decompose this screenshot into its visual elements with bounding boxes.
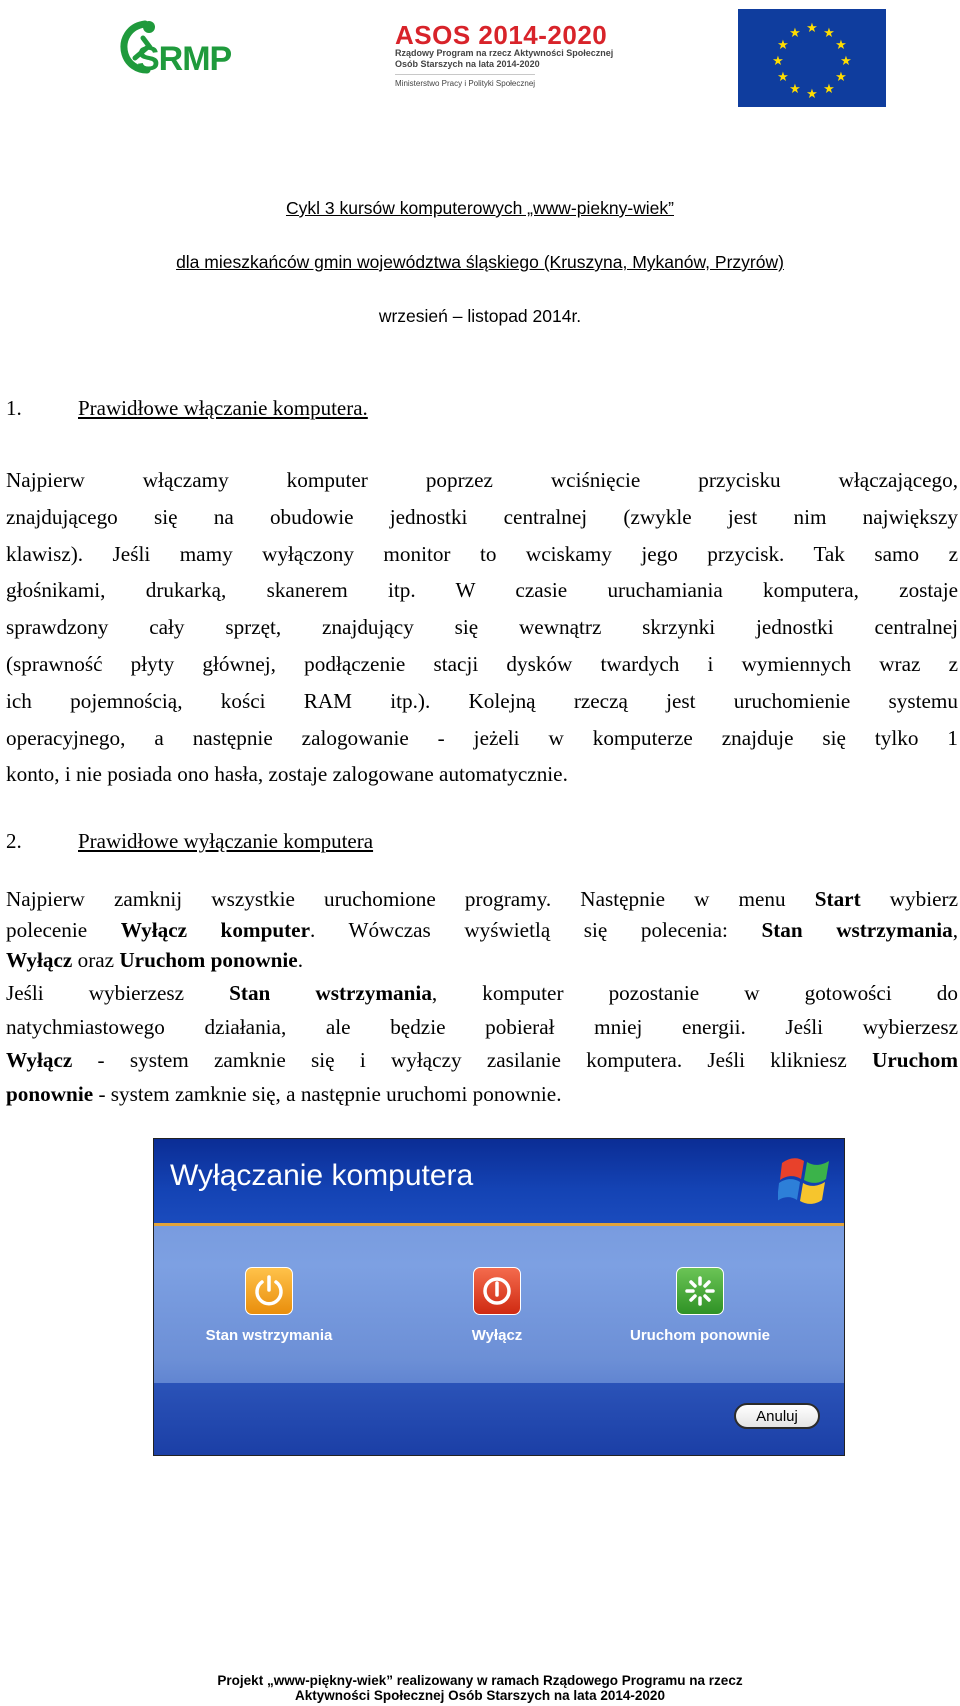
svg-text:★: ★ bbox=[806, 87, 818, 102]
section-2-number: 2. bbox=[6, 829, 22, 853]
dialog-header bbox=[154, 1139, 844, 1226]
restart-icon bbox=[677, 1268, 723, 1314]
paragraph-line: polecenie Wyłącz komputer. Wówczas wyświetlą się polecenia: Stan wstrzymania, bbox=[6, 917, 959, 942]
paragraph-line: Jeśli wybierzesz Stan wstrzymania, komputer pozostanie w gotowości do bbox=[6, 981, 958, 1005]
asos-subtitle-2: Osób Starszych na lata 2014-2020 bbox=[395, 59, 540, 69]
svg-text:★: ★ bbox=[823, 26, 835, 41]
paragraph-line: znajdującego się na obudowie jednostki centralnej (zwykle jest nim największy bbox=[6, 504, 958, 529]
svg-text:★: ★ bbox=[789, 82, 801, 97]
paragraph-line: natychmiastowego działania, ale będzie pobierał mniej energii. Jeśli wybierzesz bbox=[6, 1014, 958, 1039]
paragraph-line: (sprawność płyty głównej, podłączenie stacji dysków twardych i wymiennych wraz z bbox=[6, 651, 958, 676]
paragraph-line: głośnikami, drukarką, skanerem itp. W czasie uruchamiania komputera, zostaje bbox=[6, 578, 958, 603]
svg-text:★: ★ bbox=[772, 54, 784, 69]
asos-ministry: Ministerstwo Pracy i Polityki Społecznej bbox=[395, 74, 535, 89]
asos-title: ASOS 2014-2020 bbox=[395, 20, 608, 50]
shutdown-label: Wyłącz bbox=[471, 1327, 523, 1344]
course-date: wrzesień – listopad 2014r. bbox=[378, 306, 582, 326]
standby-button[interactable] bbox=[245, 1267, 293, 1315]
section-2-paragraph-1 bbox=[6, 884, 958, 976]
restart-button[interactable] bbox=[676, 1267, 724, 1315]
asos-logo bbox=[395, 22, 615, 102]
cancel-button[interactable]: Anuluj bbox=[734, 1403, 820, 1429]
svg-text:★: ★ bbox=[835, 70, 847, 85]
footer-line-1: Projekt „www-piękny-wiek” realizowany w ramach Rządowego Programu na rzecz bbox=[217, 1673, 743, 1688]
paragraph-line: ponownie - system zamknie się, a następnie uruchomi ponownie. bbox=[6, 1081, 562, 1106]
svg-text:★: ★ bbox=[835, 38, 847, 53]
svg-text:★: ★ bbox=[777, 70, 789, 85]
shutdown-icon bbox=[474, 1268, 520, 1314]
course-audience: dla mieszkańców gmin województwa śląskiego (Kruszyna, Mykanów, Przyrów) bbox=[176, 252, 784, 272]
course-title: Cykl 3 kursów komputerowych „www-piekny-wiek” bbox=[285, 198, 674, 218]
shutdown-dialog-screenshot bbox=[153, 1138, 845, 1456]
section-1-paragraph bbox=[6, 462, 958, 793]
paragraph-line: Wyłącz - system zamknie się i wyłączy zasilanie komputera. Jeśli klikniesz Uruchom bbox=[6, 1048, 958, 1072]
srmp-logo bbox=[115, 18, 233, 80]
eu-flag bbox=[738, 9, 886, 107]
svg-text:★: ★ bbox=[789, 26, 801, 41]
paragraph-line: sprawdzony cały sprzęt, znajdujący się wewnątrz skrzynki jednostki centralnej bbox=[6, 615, 958, 640]
paragraph-line: operacyjnego, a następnie zalogowanie - jeżeli w komputerze znajduje się tylko 1 bbox=[6, 725, 958, 750]
section-1-heading bbox=[6, 396, 368, 421]
restart-label: Uruchom ponownie bbox=[630, 1327, 770, 1344]
svg-text:★: ★ bbox=[840, 54, 852, 69]
paragraph-line: Najpierw włączamy komputer poprzez wciśnięcie przycisku włączającego, bbox=[6, 468, 958, 492]
paragraph-line: Wyłącz oraz Uruchom ponownie. bbox=[6, 948, 304, 972]
paragraph-line: konto, i nie posiada ono hasła, zostaje zalogowane automatycznie. bbox=[6, 762, 568, 787]
windows-logo-icon bbox=[778, 1149, 834, 1209]
power-icon bbox=[246, 1268, 292, 1314]
svg-text:★: ★ bbox=[777, 38, 789, 53]
section-2-heading bbox=[6, 829, 373, 854]
eu-stars-icon bbox=[738, 9, 886, 107]
section-1-number: 1. bbox=[6, 396, 22, 420]
svg-text:★: ★ bbox=[823, 82, 835, 97]
section-2-title: Prawidłowe wyłączanie komputera bbox=[78, 829, 374, 853]
srmp-wordmark: SRMP bbox=[137, 40, 232, 78]
shutdown-button[interactable] bbox=[473, 1267, 521, 1315]
footer-line-2: Aktywności Społecznej Osób Starszych na lata 2014-2020 bbox=[295, 1688, 665, 1703]
standby-label: Stan wstrzymania bbox=[205, 1327, 333, 1344]
svg-text:★: ★ bbox=[806, 21, 818, 36]
paragraph-line: Najpierw zamknij wszystkie uruchomione programy. Następnie w menu Start wybierz bbox=[6, 887, 958, 911]
asos-subtitle-1: Rządowy Program na rzecz Aktywności Społecznej bbox=[395, 48, 614, 58]
section-2-paragraph-2 bbox=[6, 977, 958, 1111]
dialog-title: Wyłączanie komputera bbox=[170, 1159, 474, 1192]
paragraph-line: klawisz). Jeśli mamy wyłączony monitor to wciskamy jego przycisk. Tak samo z bbox=[6, 541, 958, 566]
section-1-title: Prawidłowe włączanie komputera. bbox=[78, 396, 368, 420]
paragraph-line: ich pojemnością, kości RAM itp.). Kolejną rzeczą jest uruchomienie systemu bbox=[6, 688, 958, 713]
